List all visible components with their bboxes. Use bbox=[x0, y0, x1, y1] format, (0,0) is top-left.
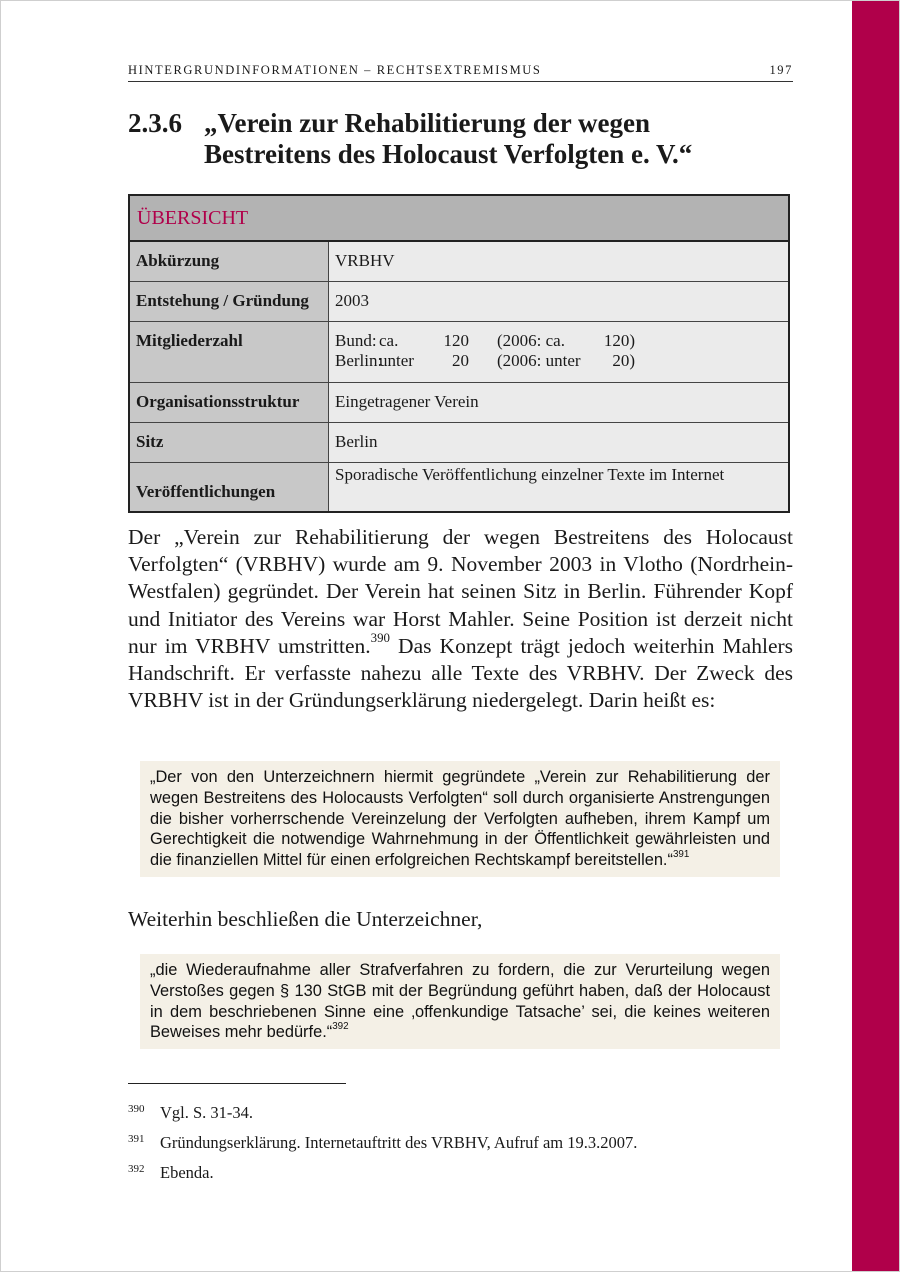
row-value: VRBHV bbox=[329, 241, 790, 282]
row-label: Organisationsstruktur bbox=[129, 383, 329, 423]
footnote-number: 392 bbox=[128, 1163, 145, 1175]
member-qualifier: unter bbox=[379, 351, 414, 370]
row-value: Eingetragener Verein bbox=[329, 383, 790, 423]
footnote-text: Vgl. S. 31-34. bbox=[160, 1103, 254, 1122]
footnote-text: Gründungserklärung. Internetauftritt des VRBHV, Aufruf am 19.3.2007. bbox=[160, 1133, 638, 1152]
row-value: 2003 bbox=[329, 282, 790, 322]
member-number: 120 bbox=[443, 331, 469, 350]
member-line-berlin bbox=[335, 351, 782, 371]
table-row bbox=[129, 322, 789, 383]
member-qualifier: ca. bbox=[379, 331, 399, 350]
quote-block bbox=[140, 954, 780, 1049]
table-row bbox=[129, 463, 789, 513]
footnote-ref[interactable]: 390 bbox=[370, 631, 390, 646]
body-paragraph: Weiterhin beschließen die Unterzeichner, bbox=[128, 907, 483, 931]
quote-block bbox=[140, 761, 780, 877]
section-heading bbox=[128, 108, 793, 170]
footnote-ref[interactable]: 392 bbox=[332, 1020, 349, 1032]
footnote bbox=[128, 1163, 793, 1193]
row-label: Entstehung / Gründung bbox=[129, 282, 329, 322]
section-number: 2.3.6 bbox=[128, 108, 182, 138]
quote-text: „Der von den Unterzeichnern hiermit gegründete „Verein zur Rehabilitierung der wegen Bestreitens des Holocausts Verfolgten“ soll durch organisierte Anstrengungen die bisher vorherrschende Vereinzelung der Verfolgten aufheben, ihrem Kampf um Gerechtigkeit die notwendige Wahrnehmung in der Öffentlichkeit gewährleisten und die finanziellen Mittel für einen erfolgreichen Rechtskampf bereitstellen.“ bbox=[150, 768, 770, 870]
row-label: Veröffentlichungen bbox=[129, 463, 329, 513]
table-row bbox=[129, 282, 789, 322]
table-row bbox=[129, 241, 789, 282]
section-title-line2: Bestreitens des Holocaust Verfolgten e. V.“ bbox=[204, 139, 693, 169]
footnote bbox=[128, 1133, 793, 1163]
section-title bbox=[204, 108, 793, 170]
member-count-cell bbox=[329, 322, 790, 383]
side-color-bar bbox=[852, 1, 899, 1271]
running-header bbox=[128, 63, 793, 82]
page-number: 197 bbox=[769, 63, 793, 77]
member-number: 20 bbox=[452, 351, 469, 370]
running-title: HINTERGRUNDINFORMATIONEN – RECHTSEXTREMISMUS bbox=[128, 63, 542, 77]
overview-table bbox=[128, 194, 790, 513]
row-label: Sitz bbox=[129, 423, 329, 463]
footnote-divider bbox=[128, 1083, 346, 1084]
member-prev-number: 120) bbox=[603, 331, 635, 350]
member-prev-number: 20) bbox=[612, 351, 635, 370]
section-title-line1: „Verein zur Rehabilitierung der wegen bbox=[204, 108, 650, 138]
member-prev-qualifier: (2006: ca. bbox=[497, 331, 565, 350]
footnote-number: 390 bbox=[128, 1103, 145, 1115]
body-paragraph bbox=[128, 524, 793, 714]
paragraph-text: Das Konzept trägt jedoch weiterhin Mahlers Handschrift. Er verfasste nahezu alle Texte des VRBHV. Der Zweck des VRBHV ist in der Gründungserklärung niedergelegt. Darin heißt es: bbox=[128, 633, 794, 713]
table-row bbox=[129, 383, 789, 423]
member-place: Berlin: bbox=[335, 351, 383, 370]
footnote bbox=[128, 1103, 793, 1133]
member-place: Bund: bbox=[335, 331, 377, 350]
footnote-ref[interactable]: 391 bbox=[672, 848, 690, 860]
member-prev-qualifier: (2006: unter bbox=[497, 351, 581, 370]
overview-heading: ÜBERSICHT bbox=[129, 195, 789, 241]
row-value: Sporadische Veröffentlichung einzelner Texte im Internet bbox=[329, 463, 790, 513]
row-label: Mitgliederzahl bbox=[129, 322, 329, 383]
footnote-number: 391 bbox=[128, 1133, 145, 1145]
paragraph-text: Der „Verein zur Rehabilitierung der wegen Bestreitens des Holocaust Verfolgten“ (VRBHV) wurde am 9. November 2003 in Vlotho (Nordrhein-Westfalen) gegründet. Der Verein hat seinen Sitz in Berlin. Führender Kopf und Initiator des Vereins war Horst Mahler. Seine Position ist derzeit nicht nur im VRBHV umstritten. bbox=[128, 525, 793, 658]
footnote-text: Ebenda. bbox=[160, 1163, 214, 1182]
footnotes bbox=[128, 1103, 793, 1193]
row-value: Berlin bbox=[329, 423, 790, 463]
table-row bbox=[129, 423, 789, 463]
member-line-bund bbox=[335, 331, 782, 351]
row-label: Abkürzung bbox=[129, 241, 329, 282]
quote-text: „die Wiederaufnahme aller Strafverfahren zu fordern, die zur Verurteilung wegen Verstoßes gegen § 130 StGB mit der Begründung geführt haben, daß der Holocaust in dem beschriebenen Sinne eine ‚offenkundige Tatsache’ sei, die keines weiteren Beweises mehr bedürfe.“ bbox=[150, 961, 770, 1042]
